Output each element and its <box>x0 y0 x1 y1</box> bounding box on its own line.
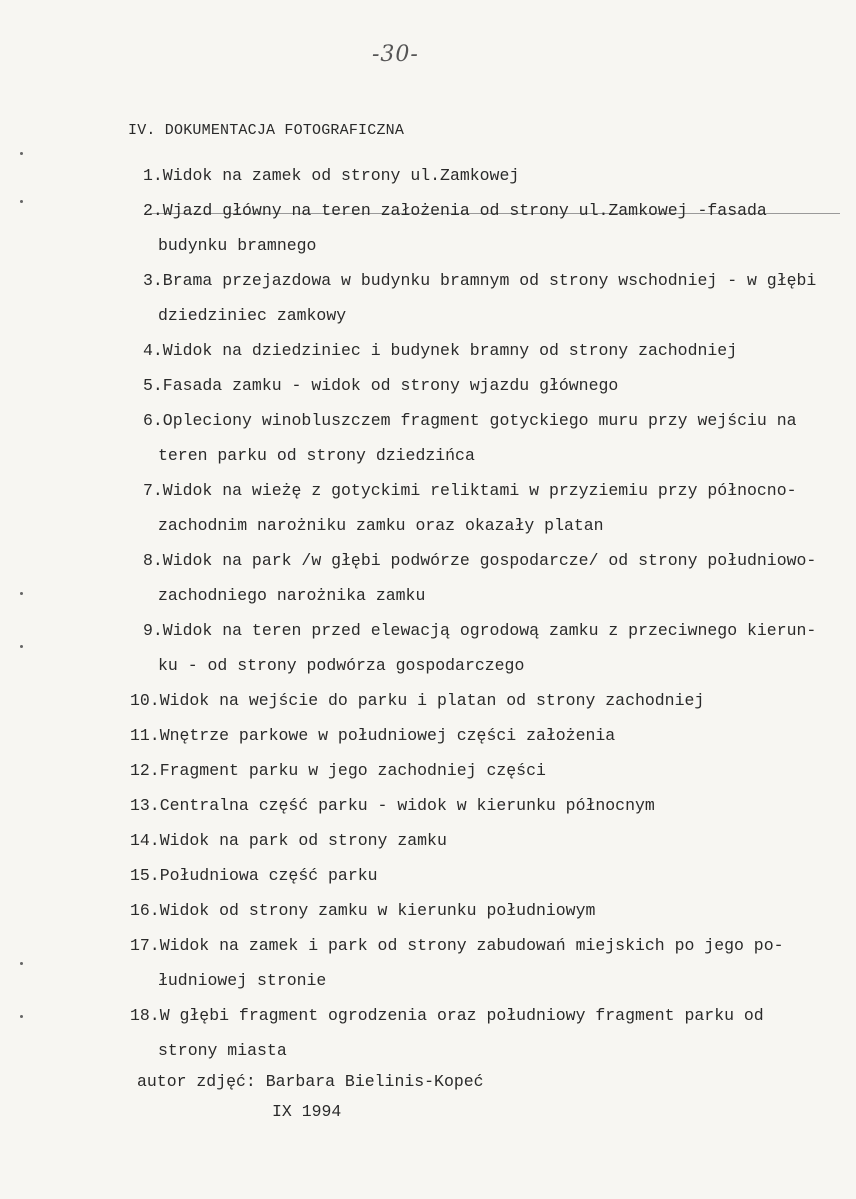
photo-item: 2.Wjazd główny na teren założenia od strony ul.Zamkowej -fasada <box>143 201 767 220</box>
photo-item: 6.Opleciony winobluszczem fragment gotyckiego muru przy wejściu na <box>143 411 797 430</box>
author-credit: autor zdjęć: Barbara Bielinis-Kopeć <box>137 1072 484 1091</box>
photo-item: 15.Południowa część parku <box>130 866 378 885</box>
photo-item: 11.Wnętrze parkowe w południowej części założenia <box>130 726 616 745</box>
photo-item-continuation: dziedziniec zamkowy <box>158 306 347 325</box>
photo-item: 10.Widok na wejście do parku i platan od strony zachodniej <box>130 691 705 710</box>
photo-item: 18.W głębi fragment ogrodzenia oraz południowy fragment parku od <box>130 1006 764 1025</box>
photo-item: 3.Brama przejazdowa w budynku bramnym od strony wschodniej - w głębi <box>143 271 817 290</box>
photo-item-continuation: zachodniego narożnika zamku <box>158 586 426 605</box>
margin-speck <box>20 592 23 595</box>
page-number: -30- <box>372 42 419 67</box>
photo-item: 9.Widok na teren przed elewacją ogrodową zamku z przeciwnego kierun- <box>143 621 817 640</box>
photo-item: 7.Widok na wieżę z gotyckimi reliktami w przyziemiu przy północno- <box>143 481 797 500</box>
margin-speck <box>20 152 23 155</box>
section-heading: IV. DOKUMENTACJA FOTOGRAFICZNA <box>128 122 405 139</box>
photo-item: 12.Fragment parku w jego zachodniej części <box>130 761 546 780</box>
photo-item: 1.Widok na zamek od strony ul.Zamkowej <box>143 166 520 185</box>
photo-item-continuation: łudniowej stronie <box>158 971 327 990</box>
photo-item-continuation: teren parku od strony dziedzińca <box>158 446 475 465</box>
photo-item: 8.Widok na park /w głębi podwórze gospodarcze/ od strony południowo- <box>143 551 817 570</box>
photo-item-continuation: budynku bramnego <box>158 236 317 255</box>
photo-item: 5.Fasada zamku - widok od strony wjazdu głównego <box>143 376 619 395</box>
photo-item: 13.Centralna część parku - widok w kierunku północnym <box>130 796 655 815</box>
photo-item: 16.Widok od strony zamku w kierunku południowym <box>130 901 596 920</box>
photo-item: 14.Widok na park od strony zamku <box>130 831 447 850</box>
margin-speck <box>20 962 23 965</box>
photo-item-continuation: zachodnim narożniku zamku oraz okazały platan <box>158 516 604 535</box>
date-line: IX 1994 <box>272 1102 342 1121</box>
margin-speck <box>20 1015 23 1018</box>
margin-speck <box>20 645 23 648</box>
margin-speck <box>20 200 23 203</box>
photo-item-continuation: strony miasta <box>158 1041 287 1060</box>
photo-item: 17.Widok na zamek i park od strony zabudowań miejskich po jego po- <box>130 936 784 955</box>
photo-item: 4.Widok na dziedziniec i budynek bramny od strony zachodniej <box>143 341 738 360</box>
photo-item-continuation: ku - od strony podwórza gospodarczego <box>158 656 525 675</box>
